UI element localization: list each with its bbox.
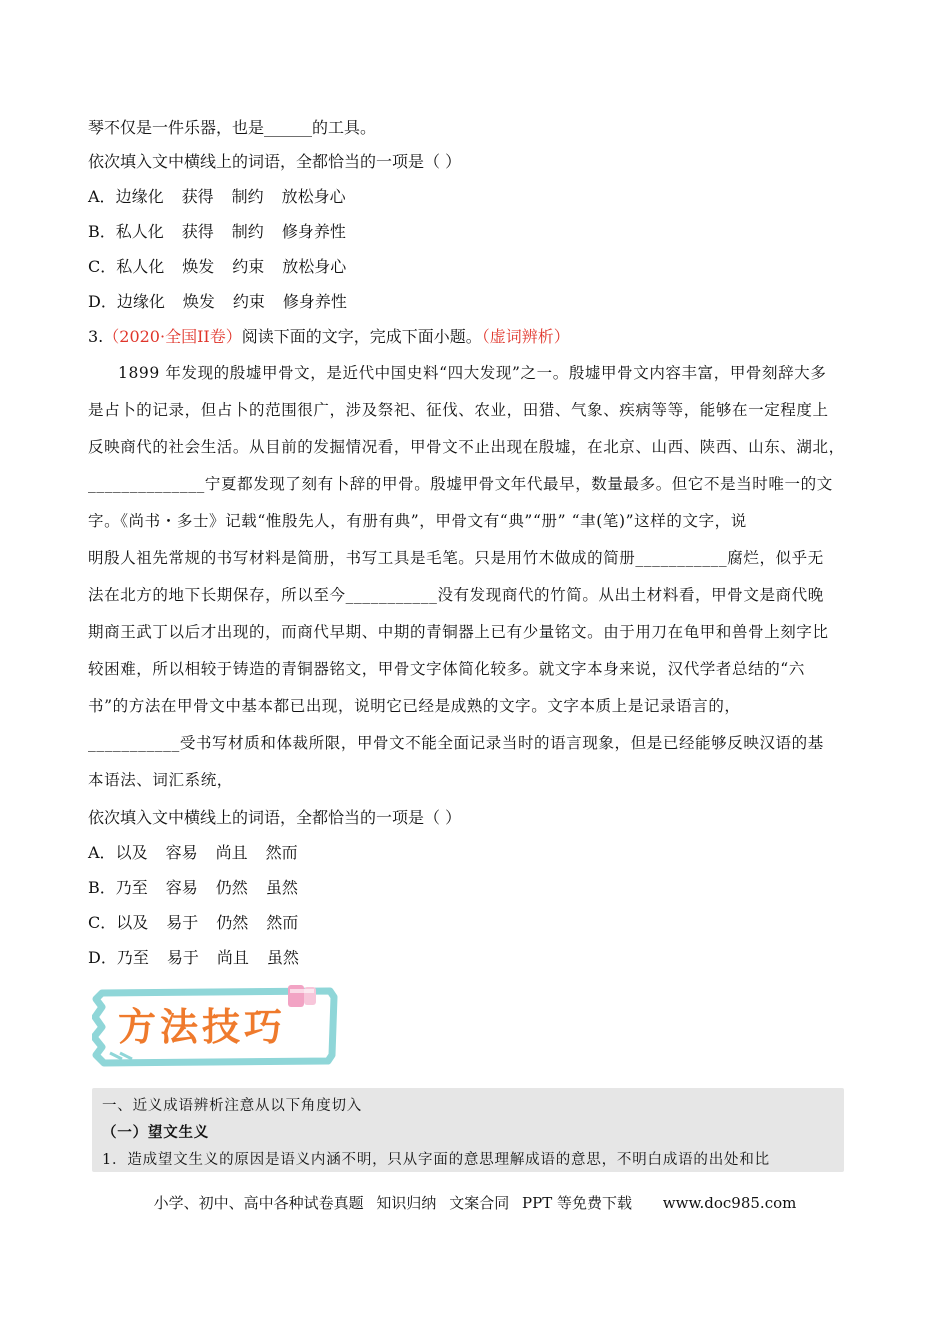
q3-option-d: D．乃至 易于 尚且 虽然 (88, 948, 299, 967)
q3-passage-line: 较困难，所以相较于铸造的青铜器铭文，甲骨文字体简化较多。就文字本身来说，汉代学者总结的“六 (88, 660, 805, 678)
q3-passage-line: 1899 年发现的殷墟甲骨文，是近代中国史料“四大发现”之一。殷墟甲骨文内容丰富，甲骨刻辞大多 (118, 364, 827, 382)
q3-option-a: A．以及 容易 尚且 然而 (88, 843, 298, 862)
q3-passage-line: 书”的方法在甲骨文中基本都已出现，说明它已经是成熟的文字。文字本质上是记录语言的， (88, 697, 741, 715)
page-footer (0, 1192, 950, 1213)
q3-passage-line: 是占卜的记录，但占卜的范围很广，涉及祭祀、征伐、农业，田猎、气象、疾病等等，能够在一定程度上 (88, 401, 829, 419)
q3-passage-line: ___________受书写材质和体裁所限，甲骨文不能全面记录当时的语言现象，但是已经能够反映汉语的基 (88, 734, 824, 752)
q3-number: 3. (88, 327, 104, 346)
method-item-1: 1．造成望文生义的原因是语义内涵不明，只从字面的意思理解成语的意思，不明白成语的出处和比 (102, 1152, 770, 1168)
footer-site-link[interactable]: www.doc985.com (662, 1194, 797, 1212)
q2-option-b: B．私人化 获得 制约 修身养性 (88, 222, 346, 241)
method-heading: 一、近义成语辨析注意从以下角度切入 (102, 1098, 363, 1114)
q3-passage-line: 法在北方的地下长期保存，所以至今___________没有发现商代的竹简。从出土材料看，甲骨文是商代晚 (88, 586, 824, 604)
q3-passage-line: ______________宁夏都发现了刻有卜辞的甲骨。殷墟甲骨文年代最早，数量最多。但它不是当时唯一的文 (88, 475, 833, 493)
method-box (92, 1088, 844, 1172)
footer-item: 知识归纳 (376, 1194, 437, 1212)
q3-passage-line: 期商王武丁以后才出现的，而商代早期、中期的青铜器上已有少量铭文。由于用刀在龟甲和兽骨上刻字比 (88, 623, 829, 641)
footer-item: PPT 等免费下载 (522, 1194, 632, 1212)
method-banner (92, 985, 342, 1067)
q3-passage-line: 字。《尚书・多士》记载“惟殷先人，有册有典”，甲骨文有“典”“册” “聿(笔)”这样的文字，说 (88, 512, 747, 530)
q3-source: （2020·全国II卷） (103, 327, 242, 346)
q3-prompt: 依次填入文中横线上的词语，全都恰当的一项是（ ） (88, 808, 462, 827)
q2-option-c: C．私人化 焕发 约束 放松身心 (88, 257, 347, 276)
clip-icon (288, 985, 316, 1007)
footer-item: 文案合同 (449, 1194, 510, 1212)
q3-instruction: 阅读下面的文字，完成下面小题。 (241, 327, 482, 346)
banner-title: 方法技巧 (118, 1005, 287, 1049)
footer-item: 小学、初中、高中各种试卷真题 (153, 1194, 364, 1212)
q3-option-b: B．乃至 容易 仍然 虽然 (88, 878, 298, 897)
method-subheading: （一）望文生义 (102, 1124, 210, 1141)
q2-option-a: A．边缘化 获得 制约 放松身心 (88, 187, 346, 206)
q3-header (88, 327, 570, 347)
q2-passage-tail: 琴不仅是一件乐器，也是______的工具。 (88, 118, 377, 137)
q3-tag: （虚词辨析） (481, 327, 570, 346)
q2-option-d: D．边缘化 焕发 约束 修身养性 (88, 292, 347, 311)
q3-passage-line: 本语法、词汇系统， (88, 771, 233, 789)
q3-passage-line: 明殷人祖先常规的书写材料是简册，书写工具是毛笔。只是用竹木做成的简册___________腐烂，似乎无 (88, 549, 824, 567)
q3-passage-line: 反映商代的社会生活。从目前的发掘情况看，甲骨文不止出现在殷墟，在北京、山西、陕西、山东、湖北， (88, 438, 845, 456)
q2-prompt: 依次填入文中横线上的词语，全都恰当的一项是（ ） (88, 152, 462, 171)
q3-option-c: C．以及 易于 仍然 然而 (88, 913, 299, 932)
